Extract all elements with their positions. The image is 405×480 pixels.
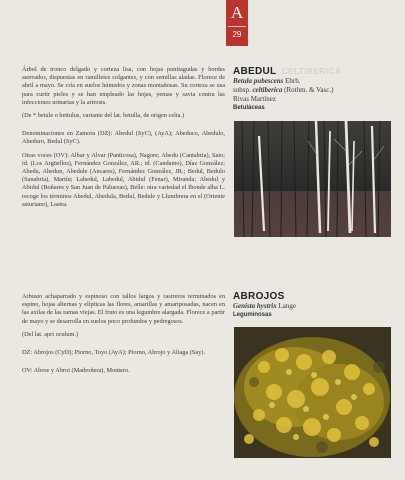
birch-forest-image (234, 121, 391, 237)
abedul-description: Árbol de tronco delgado y corteza lisa, con hojas puntiagudas y bordes aserrados, dispuestas en ramilletes colgantes, y con semillas aladas. Florece de abril a mayo. Se cría en suelos húmedos y zonas montañosas. Su corteza se usa para curtir pieles y se han empleado las hojas, yemas y savia contra las infecciones urinarias y la artrosis. (22, 66, 225, 106)
letter-tab (226, 0, 248, 46)
abedul-family: Betuláceas (233, 105, 265, 111)
abedul-text-column (22, 66, 225, 214)
abedul-subsp-name: celtiberica (252, 86, 283, 94)
abedul-header (233, 66, 391, 111)
abrojos-sci-author: Lange (276, 302, 297, 310)
abrojos-sci-binomial: Genista hystrix (233, 302, 277, 310)
abrojos-text-column (22, 293, 225, 380)
abrojos-family: Leguminosas (233, 312, 272, 318)
abedul-etymology: (De * betule o bettulus, variante del lat. betulla, de origen celta.) (22, 112, 185, 120)
abrojos-common-name: ABROJOS (233, 291, 285, 302)
abedul-subsp-author-line2: Rivas Martínez (233, 95, 276, 103)
abedul-subsp-author: (Rothm. & Vasc.) (282, 86, 334, 94)
abedul-photo (234, 121, 391, 237)
abrojos-other-voices: OV: Abroe y Abroi (Madroñera), Montero. (22, 367, 130, 375)
section-letter: A (230, 3, 244, 22)
page-number: 29 (228, 26, 246, 43)
abedul-ghost-name: CELTIBERICA (281, 66, 342, 76)
abrojos-denominations: DZ: Abrojos (CyD); Piorno, Toyo (AyA); Piorno, Abrojo y Aliaga (Say). (22, 349, 206, 357)
abedul-denominations: Denominaciones en Zamora (DZ): Abedul (SyC), (AyA); Abeduco, Abedulo, Abeduro, Bedul (SyC). (22, 130, 225, 146)
abedul-sci-author: Ehrh. (283, 77, 301, 85)
abedul-subsp-prefix: subsp. (233, 86, 253, 94)
abedul-other-voices: Otras voces (OV): Albar y Alvar (Panticosa), Nagore; Abedu (Cantabria), Saio; id. (Los Argüellos), Fernández González, AR.; id. (Candamo), Díaz González; Abedu, Abedun, Abedule (Ancares), Fernández González, JR.; Bedul, Bedulo (Sanabria), Martín; Lahedul, Labedul, Abidul (Fenar), Miranda; Abedul y Abidul (Boñares y San Juan de Paluezas), Belle: otra variedad el Ibonde alba L. recoge los términos Abedul, Abedula, Bedul, Bedule y Llumbrera en el (Oriente asturiano), Lastra. (22, 151, 225, 208)
abrojos-header (233, 291, 391, 318)
abrojos-scientific-name (233, 302, 391, 311)
abrojos-photo (234, 327, 391, 458)
abrojos-etymology: (Del lat. apri oculum.) (22, 330, 79, 338)
abedul-common-name: ABEDUL (233, 66, 277, 77)
genista-shrub-image (234, 327, 391, 458)
abedul-sci-binomial: Betula pubescens (233, 77, 284, 85)
abedul-scientific-name (233, 77, 391, 86)
abrojos-description: Arbusto achaparrado y espinoso con tallos largos y rastreros terminados en espino, hojas alternas y elípticas las flores, amarillas y amariposadas, nacen en las axilas de las ramas viejas. El fruto es una legumbre alargada. Florece a partir de mayo y se desarrolla en suelos poco profundos y pedregosos. (22, 293, 225, 325)
abedul-subspecies (233, 86, 391, 95)
abedul-title (233, 66, 391, 77)
